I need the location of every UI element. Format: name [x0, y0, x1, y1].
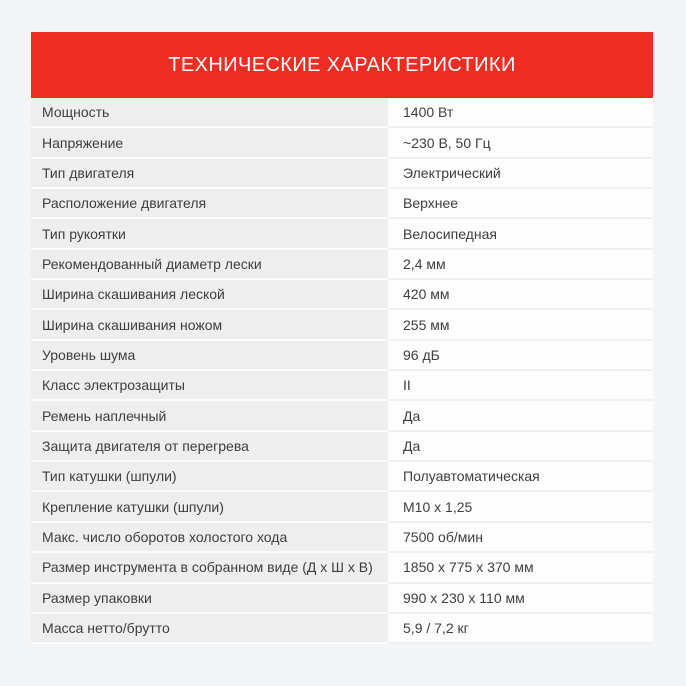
row-value: 5,9 / 7,2 кг [388, 614, 653, 644]
table-row [31, 614, 653, 644]
row-value: 420 мм [388, 280, 653, 310]
row-value: Верхнее [388, 189, 653, 219]
row-value: ~230 В, 50 Гц [388, 128, 653, 158]
row-label: Класс электрозащиты [31, 371, 388, 401]
row-label: Крепление катушки (шпули) [31, 492, 388, 522]
row-label: Ширина скашивания леской [31, 280, 388, 310]
row-value: M10 x 1,25 [388, 492, 653, 522]
row-label: Размер упаковки [31, 584, 388, 614]
row-value: 2,4 мм [388, 250, 653, 280]
row-label: Защита двигателя от перегрева [31, 432, 388, 462]
row-label: Тип рукоятки [31, 219, 388, 249]
table-row [31, 189, 653, 219]
row-label: Ширина скашивания ножом [31, 310, 388, 340]
table-row [31, 492, 653, 522]
row-label: Напряжение [31, 128, 388, 158]
table-row [31, 159, 653, 189]
table-row [31, 128, 653, 158]
row-label: Мощность [31, 98, 388, 128]
row-label: Ремень наплечный [31, 401, 388, 431]
row-label: Расположение двигателя [31, 189, 388, 219]
row-value: Электрический [388, 159, 653, 189]
table-row [31, 584, 653, 614]
table-row [31, 462, 653, 492]
row-value: 7500 об/мин [388, 523, 653, 553]
row-label: Тип катушки (шпули) [31, 462, 388, 492]
row-value: 96 дБ [388, 341, 653, 371]
row-label: Тип двигателя [31, 159, 388, 189]
table-row [31, 219, 653, 249]
row-label: Рекомендованный диаметр лески [31, 250, 388, 280]
row-label: Уровень шума [31, 341, 388, 371]
table-row [31, 280, 653, 310]
spec-rows [31, 98, 653, 644]
row-value: II [388, 371, 653, 401]
row-label: Масса нетто/брутто [31, 614, 388, 644]
row-value: 255 мм [388, 310, 653, 340]
row-value: Да [388, 432, 653, 462]
table-row [31, 341, 653, 371]
row-value: 990 х 230 х 110 мм [388, 584, 653, 614]
page-title: ТЕХНИЧЕСКИЕ ХАРАКТЕРИСТИКИ [168, 53, 516, 76]
row-label: Размер инструмента в собранном виде (Д х Ш х В) [31, 553, 388, 583]
row-value: Да [388, 401, 653, 431]
table-row [31, 523, 653, 553]
table-row [31, 432, 653, 462]
table-row [31, 553, 653, 583]
spec-card [31, 32, 653, 644]
table-row [31, 250, 653, 280]
row-label: Макс. число оборотов холостого хода [31, 523, 388, 553]
table-row [31, 401, 653, 431]
row-value: 1400 Вт [388, 98, 653, 128]
spec-header-banner [31, 32, 653, 98]
row-value: 1850 х 775 х 370 мм [388, 553, 653, 583]
table-row [31, 310, 653, 340]
table-row [31, 98, 653, 128]
row-value: Полуавтоматическая [388, 462, 653, 492]
table-row [31, 371, 653, 401]
row-value: Велосипедная [388, 219, 653, 249]
